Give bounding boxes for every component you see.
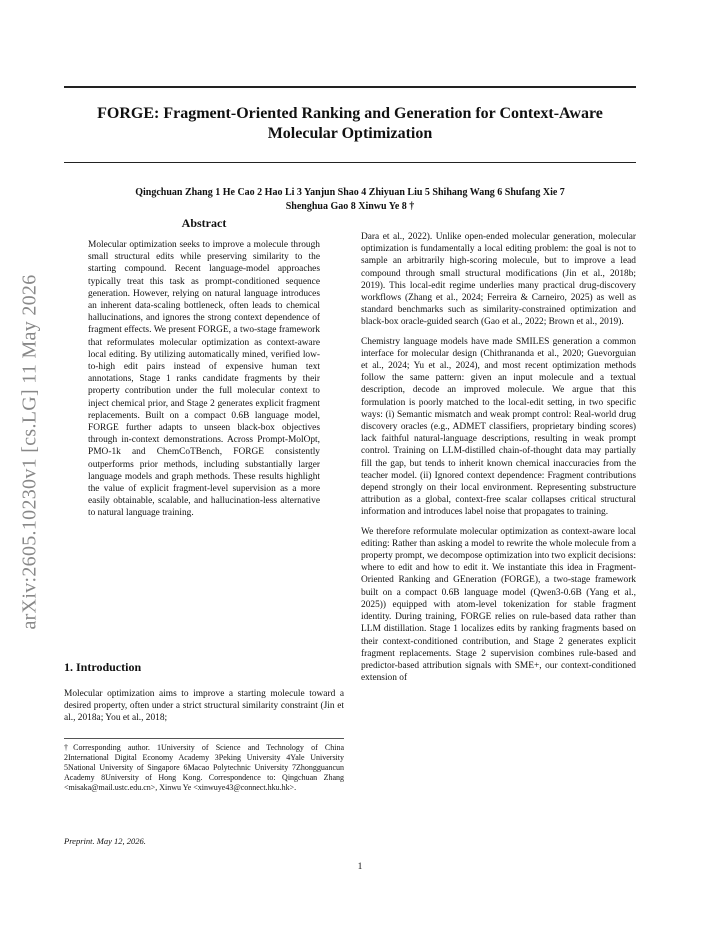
authors-line-1: Qingchuan Zhang 1 He Cao 2 Hao Li 3 Yanjun Shao 4 Zhiyuan Liu 5 Shihang Wang 6 Shufang Xie 7 xyxy=(135,187,565,198)
abstract-text: Molecular optimization seeks to improve a molecule through small structural edits while preserving similarity to the starting compound. Recent language-model approaches typically treat this task as prompt-conditioned sequence generation. However, relying on natural language introduces an inherent data-scaling bottleneck, often leads to chemical hallucinations, and ignores the strong context dependence of fragment effects. We present FORGE, a two-stage framework that reformulates molecular optimization as context-aware local editing. By utilizing automatically mined, verified low-to-high edit pairs instead of expensive human text annotations, Stage 1 ranks candidate fragments by their property contribution under the full molecular context to inject chemical prior, and Stage 2 generates explicit fragment replacements. Built on a compact 0.6B language model, FORGE further adapts to unseen black-box objectives through in-context demonstrations. Across Prompt-MolOpt, PMO-1k and ChemCoTBench, FORGE consistently outperforms prior methods, including substantially larger language models and graph methods. These results highlight the value of explicit fragment-level supervision as a more easily obtainable, scalable, and hallucination-less alternative to natural language training. xyxy=(88,240,320,519)
preprint-date: Preprint. May 12, 2026. xyxy=(64,836,146,846)
intro-text: Molecular optimization aims to improve a starting molecule toward a desired property, often under a strict structural similarity constraint (Jin et al., 2018a; You et al., 2018; xyxy=(64,689,344,724)
arxiv-id: arXiv:2605.10230v1 [cs.LG] 11 May 2026 xyxy=(18,274,41,630)
abstract-heading: Abstract xyxy=(181,216,227,230)
author-list xyxy=(64,186,636,214)
title-top-rule xyxy=(64,86,636,88)
right-paragraph-3: We therefore reformulate molecular optimization as context-aware local editing: Rather than asking a model to rewrite the whole molecule from a property prompt, we decompose optimization into two explicit decisions: where to edit and how to edit it. We instantiate this idea in Fragment-Oriented Ranking and GEneration (FORGE), a two-stage framework built on a compact 0.6B language model (Qwen3-0.6B (Yang et al., 2025)) equipped with atom-level tokenization for stable fragment identity. During training, FORGE relies on rule-based data rather than LLM distillation. Stage 1 localizes edits by ranking fragments based on their context-conditioned contribution, and Stage 2 generates explicit fragment replacements. Stage 2 supervision combines rule-based and predictor-based attribution signals with SME+, our context-conditioned extension of xyxy=(361,526,636,684)
intro-heading: 1. Introduction xyxy=(64,660,142,674)
right-column xyxy=(361,231,636,691)
arxiv-stamp xyxy=(4,260,56,644)
right-paragraph-2: Chemistry language models have made SMILES generation a common interface for molecular design (Chithrananda et al., 2020; Guevorguian et al., 2024; Yu et al., 2024), and most recent optimization methods follow the same pattern: given an input molecule and a textual description, decode an improved molecule. We argue that this formulation is poorly matched to the local-edit setting, in two specific ways: (i) Semantic mismatch and weak prompt control: Real-world drug discovery oracles (e.g., ADMET classifiers, proprietary binding scores) lack faithful natural-language descriptions, resulting in weak prompt control. Training on LLM-distilled chain-of-thought data may partially fill the gap, but tends to inherit known chemical inaccuracies from the teacher model. (ii) Ignored context dependence: Fragment contributions depend strongly on their local environment. Representing substructure attribution as a global, context-free scalar collapses critical structural information and introduces label noise that propagates to training. xyxy=(361,336,636,518)
page-number: 1 xyxy=(357,862,363,872)
right-paragraph-1: Dara et al., 2022). Unlike open-ended molecular generation, molecular optimization is fundamentally a local editing problem: the goal is not to sample an arbitrarily high-scoring molecule, but to improve a lead compound through small structural modifications (Jin et al., 2018b; 2019). This local-edit regime underlies many practical drug-discovery workflows (Zhang et al., 2024; Ferreira & Carneiro, 2025) as well as standard benchmarks such as similarity-constrained optimization and black-box oracle-guided search (Gao et al., 2022; Brown et al., 2019). xyxy=(361,232,636,328)
paper-title: FORGE: Fragment-Oriented Ranking and Generation for Context-Aware Molecular Optimization xyxy=(97,105,603,142)
affiliation-footnote: †Corresponding author. 1University of Science and Technology of China 2International Digital Economy Academy 3Peking University 4Yale University 5National University of Singapore 6Macao Polytechnic University 7Zhongguancun Academy 8University of Hong Kong. Correspondence to: Qingchuan Zhang <misaka@mail.ustc.edu.cn>, Xinwu Ye <xinwuye43@connect.hku.hk>. xyxy=(64,738,344,793)
authors-line-2: Shenghua Gao 8 Xinwu Ye 8 † xyxy=(285,201,415,212)
title-bottom-rule xyxy=(64,162,636,163)
